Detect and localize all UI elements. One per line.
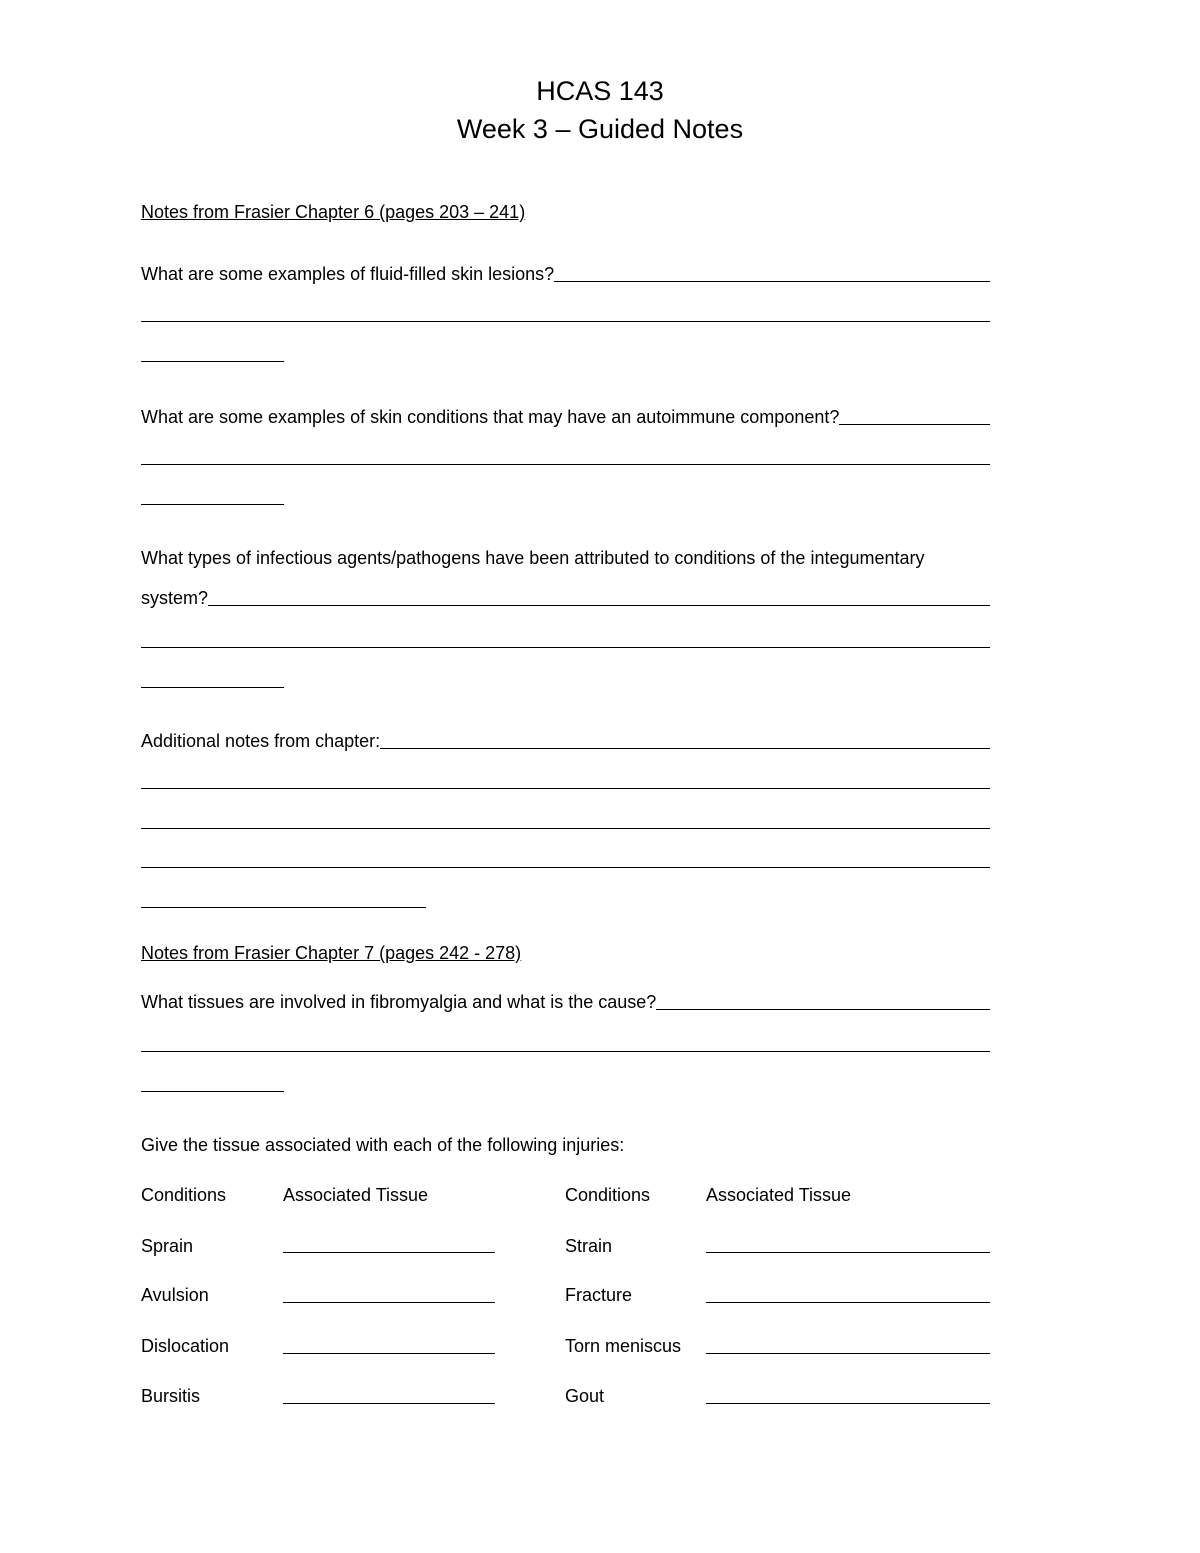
answer-line[interactable] xyxy=(141,464,990,465)
question-autoimmune xyxy=(141,405,990,429)
answer-line[interactable] xyxy=(141,867,990,868)
tissue-answer-line[interactable] xyxy=(706,1302,990,1303)
page-subtitle: Week 3 – Guided Notes xyxy=(456,114,744,144)
col-header-conditions: Conditions xyxy=(565,1185,651,1205)
answer-line[interactable] xyxy=(141,1091,284,1092)
condition-label: Avulsion xyxy=(141,1285,209,1305)
question-text: What are some examples of fluid-filled skin lesions? xyxy=(141,264,555,284)
answer-line[interactable] xyxy=(839,424,990,425)
answer-line[interactable] xyxy=(554,281,990,282)
answer-line[interactable] xyxy=(141,828,990,829)
answer-line[interactable] xyxy=(141,788,990,789)
answer-line[interactable] xyxy=(141,504,284,505)
tissue-answer-line[interactable] xyxy=(706,1353,990,1354)
course-title: HCAS 143 xyxy=(536,76,664,106)
question-fluid-lesions xyxy=(141,262,990,286)
question-text: system? xyxy=(141,588,209,608)
condition-label: Torn meniscus xyxy=(565,1336,682,1356)
question-text: What tissues are involved in fibromyalgia and what is the cause? xyxy=(141,992,657,1012)
condition-label: Sprain xyxy=(141,1236,194,1256)
question-text: What are some examples of skin conditions that may have an autoimmune component? xyxy=(141,407,840,427)
answer-line[interactable] xyxy=(141,321,990,322)
tissue-answer-line[interactable] xyxy=(283,1403,495,1404)
answer-line[interactable] xyxy=(656,1009,990,1010)
chapter7-heading: Notes from Frasier Chapter 7 (pages 242 - 278) xyxy=(141,943,522,963)
condition-label: Bursitis xyxy=(141,1386,201,1406)
question-fibromyalgia xyxy=(141,990,990,1014)
question-infectious-agents-cont xyxy=(141,586,990,610)
answer-line[interactable] xyxy=(141,687,284,688)
answer-line[interactable] xyxy=(208,605,990,606)
answer-line[interactable] xyxy=(141,361,284,362)
answer-line[interactable] xyxy=(141,1051,990,1052)
answer-line[interactable] xyxy=(141,907,426,908)
col-header-conditions: Conditions xyxy=(141,1185,227,1205)
tissue-answer-line[interactable] xyxy=(283,1353,495,1354)
answer-line[interactable] xyxy=(141,647,990,648)
tissue-answer-line[interactable] xyxy=(283,1252,495,1253)
tissue-answer-line[interactable] xyxy=(283,1302,495,1303)
additional-notes-label: Additional notes from chapter: xyxy=(141,731,381,751)
condition-label: Strain xyxy=(565,1236,613,1256)
col-header-associated-tissue: Associated Tissue xyxy=(283,1185,429,1205)
tissue-answer-line[interactable] xyxy=(706,1252,990,1253)
condition-label: Dislocation xyxy=(141,1336,230,1356)
tissue-instruction: Give the tissue associated with each of the following injuries: xyxy=(141,1135,625,1155)
col-header-associated-tissue: Associated Tissue xyxy=(706,1185,852,1205)
question-infectious-agents: What types of infectious agents/pathogens have been attributed to conditions of the integumentary xyxy=(141,548,925,568)
condition-label: Fracture xyxy=(565,1285,633,1305)
answer-line[interactable] xyxy=(380,748,990,749)
condition-label: Gout xyxy=(565,1386,605,1406)
chapter6-heading: Notes from Frasier Chapter 6 (pages 203 – 241) xyxy=(141,202,526,222)
additional-notes xyxy=(141,729,990,753)
tissue-answer-line[interactable] xyxy=(706,1403,990,1404)
